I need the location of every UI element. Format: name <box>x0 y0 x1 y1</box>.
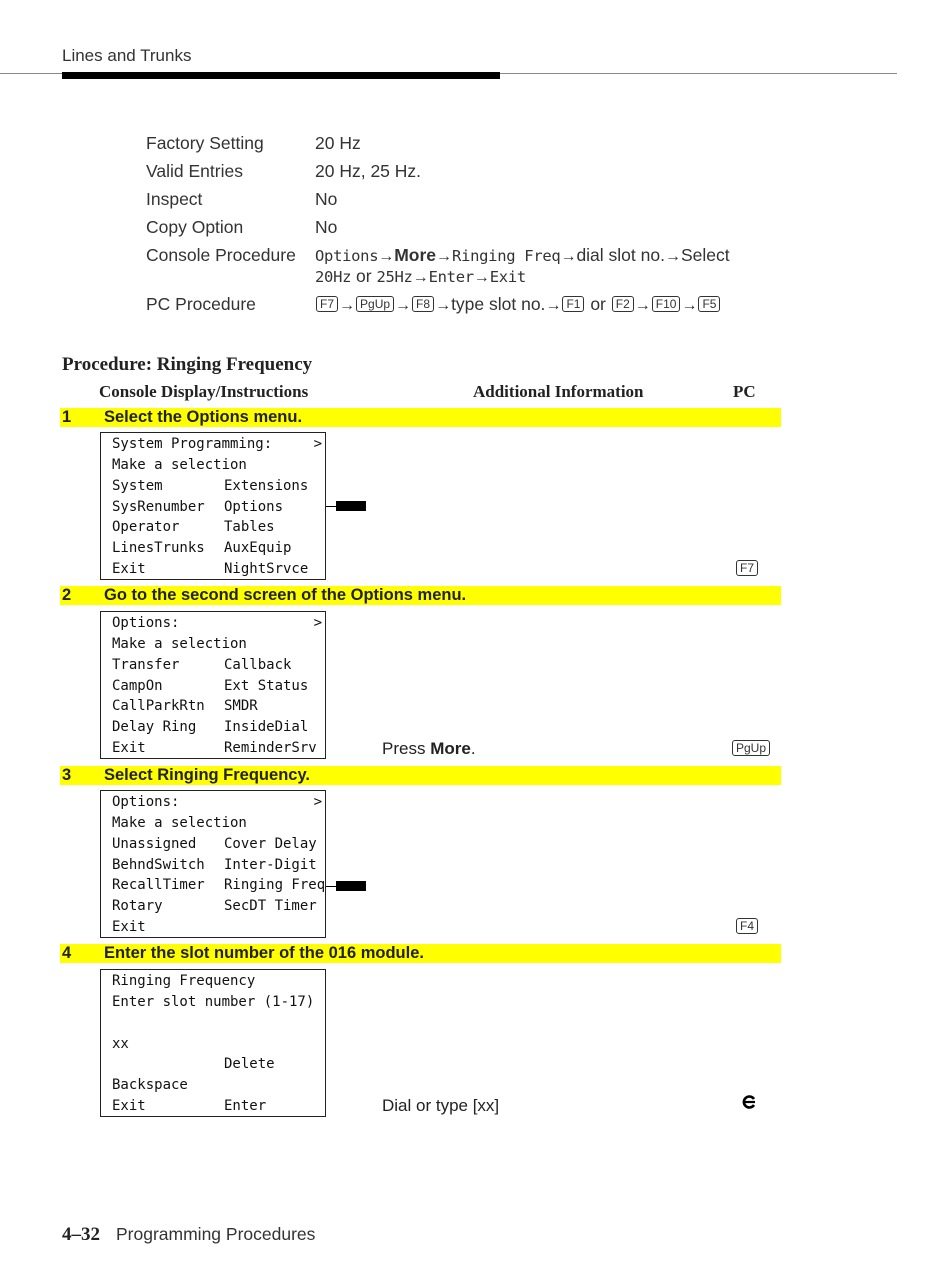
console-procedure-label: Console Procedure <box>146 245 296 265</box>
info-text: . <box>470 739 476 758</box>
step-bar <box>60 586 781 605</box>
hz20-key-text: 20Hz <box>315 268 352 286</box>
arrow-icon: → <box>412 269 429 286</box>
setting-label: Factory Setting <box>146 133 264 153</box>
pc-key-icon: F7 <box>736 560 758 576</box>
pointer-line <box>326 886 336 887</box>
or-text: or <box>590 294 606 314</box>
column-header-console: Console Display/Instructions <box>99 382 309 401</box>
delete-option[interactable]: Delete <box>224 1056 275 1072</box>
backspace-option[interactable]: Backspace <box>112 1077 188 1093</box>
setting-label: Valid Entries <box>146 161 243 181</box>
pointer-line <box>326 506 336 507</box>
step-number: 1 <box>62 408 72 426</box>
additional-info <box>382 739 476 759</box>
menu-option[interactable]: Cover Delay <box>224 836 317 852</box>
arrow-icon: → <box>634 297 651 314</box>
console-screen <box>100 432 326 580</box>
arrow-icon: → <box>473 269 490 286</box>
menu-option[interactable]: InsideDial <box>224 719 309 735</box>
arrow-icon: → <box>339 297 356 314</box>
menu-option[interactable]: BehndSwitch <box>112 857 205 873</box>
options-key-text: Options <box>315 247 379 265</box>
running-header: Lines and Trunks <box>62 46 192 65</box>
menu-option[interactable]: SysRenumber <box>112 499 205 515</box>
step-bar <box>60 766 781 785</box>
menu-option[interactable]: SecDT Timer <box>224 898 317 914</box>
exit-key-text: Exit <box>489 268 526 286</box>
step-instruction: Enter the slot number of the 016 module. <box>104 944 424 962</box>
f1-key-icon: F1 <box>562 296 584 312</box>
more-indicator-icon: > <box>313 436 322 452</box>
column-header-pc: PC <box>733 382 756 401</box>
more-indicator-icon: > <box>313 615 322 631</box>
menu-option[interactable]: Delay Ring <box>112 719 197 735</box>
step-instruction: Go to the second screen of the Options menu. <box>104 586 467 604</box>
menu-option[interactable]: Extensions <box>224 478 309 494</box>
arrow-icon: → <box>681 297 698 314</box>
setting-label: Inspect <box>146 189 203 209</box>
more-indicator-icon: > <box>313 794 322 810</box>
arrow-icon: → <box>560 248 577 265</box>
menu-option[interactable]: Operator <box>112 519 180 535</box>
console-procedure-line1 <box>315 245 730 266</box>
f7-key-icon: F7 <box>316 296 338 312</box>
menu-option-exit[interactable]: Exit <box>112 740 146 756</box>
step-instruction: Select the Options menu. <box>104 408 303 426</box>
header-rule-bold <box>62 72 500 79</box>
step-number: 2 <box>62 586 72 604</box>
setting-label: Copy Option <box>146 217 244 237</box>
f10-key-icon: F10 <box>652 296 681 312</box>
f4-key-icon: F4 <box>736 918 758 934</box>
info-text: Press <box>382 739 431 758</box>
menu-option-exit[interactable]: Exit <box>112 919 146 935</box>
arrow-icon: → <box>435 297 452 314</box>
hz25-key-text: 25Hz <box>376 268 413 286</box>
arrow-icon: → <box>395 297 412 314</box>
procedure-title: Procedure: Ringing Frequency <box>62 354 313 375</box>
console-procedure-line2 <box>315 266 526 287</box>
arrow-icon: → <box>436 248 453 265</box>
console-screen <box>100 790 326 938</box>
step-bar <box>60 408 781 427</box>
additional-info: Dial or type [xx] <box>382 1096 500 1115</box>
page-number: 4–32 <box>62 1224 100 1245</box>
menu-option[interactable]: NightSrvce <box>224 561 309 577</box>
step-instruction: Select Ringing Frequency. <box>104 766 310 784</box>
pc-procedure-line <box>315 294 721 315</box>
step-number: 3 <box>62 766 72 784</box>
menu-option[interactable]: Rotary <box>112 898 163 914</box>
console-screen <box>100 969 326 1117</box>
console-screen <box>100 611 326 759</box>
enter-return-icon <box>741 1094 757 1110</box>
f2-key-icon: F2 <box>612 296 634 312</box>
setting-value: 20 Hz, 25 Hz. <box>315 161 422 181</box>
screen-subtitle: Make a selection <box>112 636 247 652</box>
slot-entry-field[interactable]: xx <box>112 1036 129 1052</box>
f8-key-icon: F8 <box>412 296 434 312</box>
step-number: 4 <box>62 944 72 962</box>
menu-option[interactable]: Tables <box>224 519 275 535</box>
type-slot-text: type slot no. <box>451 294 546 314</box>
dial-slot-text: dial slot no. <box>576 245 665 265</box>
menu-option-exit[interactable]: Exit <box>112 1098 146 1114</box>
screen-title: System Programming: <box>112 436 273 452</box>
screen-title: Options: <box>112 794 180 810</box>
screen-prompt: Enter slot number (1-17) <box>112 994 315 1010</box>
screen-title: Options: <box>112 615 180 631</box>
column-header-info: Additional Information <box>473 382 644 401</box>
screen-subtitle: Make a selection <box>112 457 247 473</box>
menu-option[interactable]: SMDR <box>224 698 258 714</box>
or-text: or <box>356 266 372 286</box>
ringing-freq-key-text: Ringing Freq <box>452 247 561 265</box>
pointer-marker-icon <box>336 881 366 891</box>
enter-key-text: Enter <box>428 268 474 286</box>
screen-subtitle: Make a selection <box>112 815 247 831</box>
menu-option[interactable]: AuxEquip <box>224 540 292 556</box>
menu-option[interactable]: Callback <box>224 657 292 673</box>
enter-option[interactable]: Enter <box>224 1098 267 1114</box>
select-text: Select <box>680 245 730 265</box>
more-key-text: More <box>430 739 471 758</box>
more-key-text: More <box>394 245 437 265</box>
menu-option[interactable]: LinesTrunks <box>112 540 205 556</box>
menu-option-options[interactable]: Options <box>224 499 284 515</box>
menu-option[interactable]: Transfer <box>112 657 180 673</box>
menu-option[interactable]: CallParkRtn <box>112 698 205 714</box>
menu-option[interactable]: Inter-Digit <box>224 857 317 873</box>
arrow-icon: → <box>664 248 681 265</box>
pgup-key-icon: PgUp <box>732 740 770 756</box>
setting-value: No <box>315 189 338 209</box>
menu-option[interactable]: ReminderSrv <box>224 740 317 756</box>
menu-option[interactable]: System <box>112 478 163 494</box>
setting-value: 20 Hz <box>315 133 361 153</box>
footer-title: Programming Procedures <box>116 1224 316 1244</box>
pointer-marker-icon <box>336 501 366 511</box>
pc-procedure-label: PC Procedure <box>146 294 256 314</box>
screen-title: Ringing Frequency <box>112 973 256 989</box>
pgup-key-icon: PgUp <box>356 296 394 312</box>
menu-option[interactable]: CampOn <box>112 678 163 694</box>
f5-key-icon: F5 <box>698 296 720 312</box>
menu-option[interactable]: Unassigned <box>112 836 197 852</box>
menu-option-exit[interactable]: Exit <box>112 561 146 577</box>
step-bar <box>60 944 781 963</box>
menu-option[interactable]: RecallTimer <box>112 877 205 893</box>
arrow-icon: → <box>378 248 395 265</box>
arrow-icon: → <box>545 297 562 314</box>
setting-value: No <box>315 217 338 237</box>
menu-option[interactable]: Ext Status <box>224 678 309 694</box>
menu-option-ringing-freq[interactable]: Ringing Freq <box>224 877 326 893</box>
